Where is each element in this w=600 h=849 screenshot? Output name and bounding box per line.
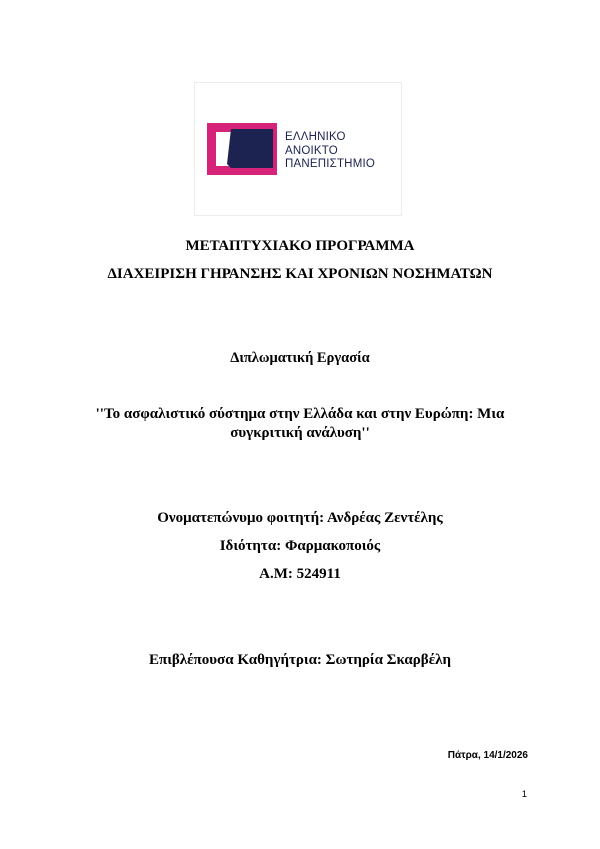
logo-navy-block	[227, 129, 273, 168]
page-number: 1	[521, 789, 527, 800]
thesis-title: ''Το ασφαλιστικό σύστημα στην Ελλάδα και στην Ευρώπη: Μια συγκριτική ανάλυση''	[95, 406, 505, 441]
program-title: ΜΕΤΑΠΤΥΧΙΑΚΟ ΠΡΟΓΡΑΜΜΑ	[185, 238, 415, 254]
university-name-line2: ΑΝΟΙΚΤΟ	[285, 144, 338, 157]
university-logo-icon	[207, 123, 277, 175]
university-name-line3: ΠΑΝΕΠΙΣΤΗΜΙΟ	[285, 158, 376, 170]
supervisor: Επιβλέπουσα Καθηγήτρια: Σωτηρία Σκαρβέλη	[149, 652, 451, 668]
date: Πάτρα, 14/1/2026	[447, 750, 528, 761]
student-profession: Ιδιότητα: Φαρμακοποιός	[219, 538, 381, 554]
thesis-label: Διπλωματική Εργασία	[230, 350, 370, 366]
student-name: Ονοματεπώνυμο φοιτητή: Ανδρέας Ζεντέλης	[157, 510, 443, 526]
university-name-line1: ΕΛΛΗΝΙΚΟ	[285, 131, 346, 143]
university-name	[285, 131, 375, 172]
student-registration-number: Α.Μ: 524911	[259, 566, 341, 582]
program-subtitle: ΔΙΑΧΕΙΡΙΣΗ ΓΗΡΑΝΣΗΣ ΚΑΙ ΧΡΟΝΙΩΝ ΝΟΣΗΜΑΤΩΝ	[107, 266, 493, 282]
